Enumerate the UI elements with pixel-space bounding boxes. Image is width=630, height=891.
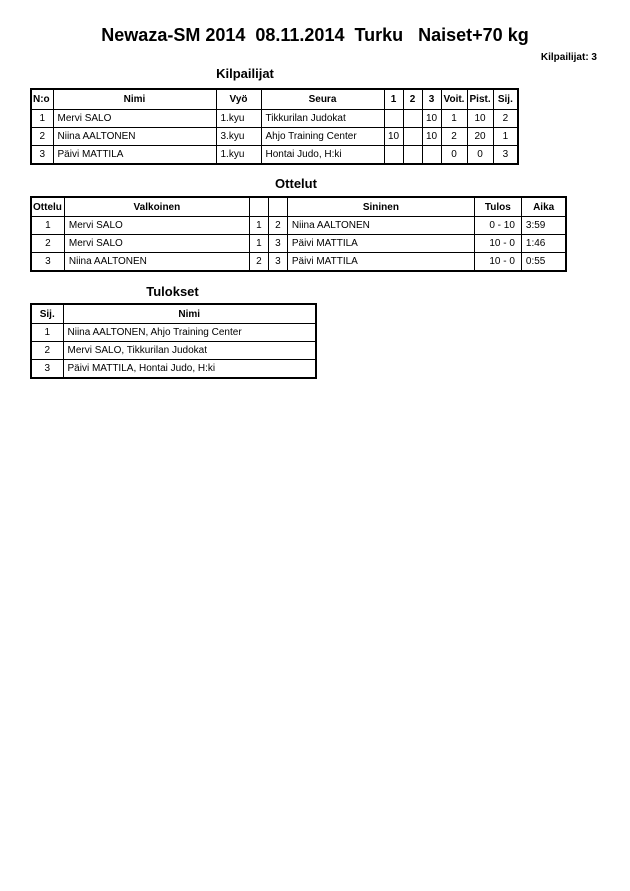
table-row — [31, 146, 518, 165]
table-cell: Päivi MATTILA, Hontai Judo, H:ki — [63, 360, 316, 379]
ottelut-heading: Ottelut — [275, 176, 317, 191]
col-header-white-nro — [249, 197, 268, 217]
table-cell: 3 — [31, 360, 63, 379]
col-header-nimi: Nimi — [53, 89, 216, 110]
col-header-3: 3 — [422, 89, 441, 110]
table-cell: Hontai Judo, H:ki — [261, 146, 384, 165]
col-header-nro: N:o — [31, 89, 53, 110]
table-cell — [384, 146, 403, 165]
col-header-valkoinen: Valkoinen — [64, 197, 249, 217]
header-row — [31, 304, 316, 324]
table-row — [31, 217, 566, 235]
table-cell: 2 — [249, 253, 268, 272]
table-row — [31, 128, 518, 146]
table-cell: 20 — [467, 128, 493, 146]
table-cell: Ahjo Training Center — [261, 128, 384, 146]
table-cell: 1 — [31, 217, 64, 235]
table-cell: 3:59 — [521, 217, 566, 235]
tulokset-table — [30, 303, 317, 379]
table-cell: Päivi MATTILA — [287, 253, 474, 272]
col-header-ottelu: Ottelu — [31, 197, 64, 217]
table-cell: 2 — [31, 342, 63, 360]
table-row — [31, 342, 316, 360]
col-header-vyo: Vyö — [216, 89, 261, 110]
table-cell: Niina AALTONEN, Ahjo Training Center — [63, 324, 316, 342]
table-cell: Niina AALTONEN — [53, 128, 216, 146]
table-cell: 3 — [268, 253, 287, 272]
table-cell: 3 — [493, 146, 518, 165]
table-row — [31, 235, 566, 253]
col-header-seura: Seura — [261, 89, 384, 110]
kilpailijat-heading: Kilpailijat — [216, 66, 274, 81]
table-cell: 0 — [467, 146, 493, 165]
table-cell: 2 — [493, 110, 518, 128]
col-header-1: 1 — [384, 89, 403, 110]
table-cell — [403, 128, 422, 146]
competitor-count: Kilpailijat: 3 — [540, 52, 597, 63]
header-row — [31, 89, 518, 110]
table-cell — [422, 146, 441, 165]
table-cell: 1 — [249, 217, 268, 235]
table-row — [31, 360, 316, 379]
table-cell: 10 — [467, 110, 493, 128]
col-header-sija: Sij. — [31, 304, 63, 324]
table-cell: Niina AALTONEN — [287, 217, 474, 235]
table-cell: Tikkurilan Judokat — [261, 110, 384, 128]
col-header-sij: Sij. — [493, 89, 518, 110]
col-header-tulos: Tulos — [474, 197, 521, 217]
table-cell: 0 — [441, 146, 467, 165]
table-cell: 10 — [384, 128, 403, 146]
col-header-sininen: Sininen — [287, 197, 474, 217]
table-cell: 3 — [31, 253, 64, 272]
col-header-nimi: Nimi — [63, 304, 316, 324]
table-cell: 0 - 10 — [474, 217, 521, 235]
table-cell: Mervi SALO — [64, 235, 249, 253]
col-header-blue-nro — [268, 197, 287, 217]
kilpailijat-table — [30, 88, 519, 165]
table-cell: 10 - 0 — [474, 253, 521, 272]
table-cell: 1 — [441, 110, 467, 128]
table-cell: 3 — [31, 146, 53, 165]
table-cell: 0:55 — [521, 253, 566, 272]
table-row — [31, 253, 566, 272]
table-cell: 1 — [249, 235, 268, 253]
table-cell: 1.kyu — [216, 110, 261, 128]
table-cell: 2 — [441, 128, 467, 146]
table-cell: 1:46 — [521, 235, 566, 253]
col-header-pist: Pist. — [467, 89, 493, 110]
table-cell: 2 — [268, 217, 287, 235]
table-cell: 2 — [31, 128, 53, 146]
page-title: Newaza-SM 2014 08.11.2014 Turku Naiset+70 kg — [101, 25, 529, 45]
table-row — [31, 324, 316, 342]
table-cell: Mervi SALO, Tikkurilan Judokat — [63, 342, 316, 360]
tulokset-heading: Tulokset — [146, 284, 199, 299]
table-cell: 10 - 0 — [474, 235, 521, 253]
table-cell: 2 — [31, 235, 64, 253]
table-row — [31, 110, 518, 128]
table-cell: Mervi SALO — [64, 217, 249, 235]
col-header-voit: Voit. — [441, 89, 467, 110]
table-cell: 1 — [31, 110, 53, 128]
header-row — [31, 197, 566, 217]
table-cell: 1 — [31, 324, 63, 342]
table-cell: Päivi MATTILA — [53, 146, 216, 165]
table-cell — [403, 110, 422, 128]
ottelut-table — [30, 196, 567, 272]
table-cell — [384, 110, 403, 128]
table-cell: 10 — [422, 128, 441, 146]
table-cell: 10 — [422, 110, 441, 128]
table-cell: 3.kyu — [216, 128, 261, 146]
table-cell: Päivi MATTILA — [287, 235, 474, 253]
table-cell — [403, 146, 422, 165]
table-cell: Mervi SALO — [53, 110, 216, 128]
col-header-aika: Aika — [521, 197, 566, 217]
table-cell: 1 — [493, 128, 518, 146]
table-cell: 1.kyu — [216, 146, 261, 165]
col-header-2: 2 — [403, 89, 422, 110]
table-cell: 3 — [268, 235, 287, 253]
table-cell: Niina AALTONEN — [64, 253, 249, 272]
